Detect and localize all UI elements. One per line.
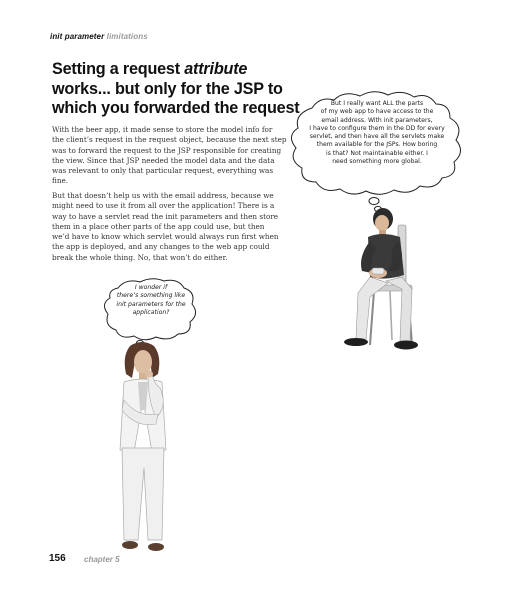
body-paragraph-2 <box>52 191 297 263</box>
heading-line3: which you forwarded the request <box>52 99 300 117</box>
para2-line: break the whole thing. No, that won’t do either. <box>52 252 228 262</box>
man-thought-line: need something more global. <box>332 158 422 166</box>
man-thought-line: email address. With init parameters, <box>321 116 433 124</box>
woman-thought-text <box>106 284 196 317</box>
man-thought-text <box>292 100 462 166</box>
woman-thought-line: there’s something like <box>116 292 186 300</box>
man-thought-line: them available for the JSPs. How boring <box>316 141 438 149</box>
para2-line: way to have a servlet read the init parameters and then store <box>52 211 279 221</box>
para2-line: them in a place other parts of the app could use, but then <box>52 221 265 231</box>
running-header-section: init parameter <box>50 32 105 41</box>
running-header <box>50 32 148 41</box>
woman-standing-illustration-icon <box>108 340 178 558</box>
body-paragraph-1 <box>52 125 297 187</box>
running-header-topic: limitations <box>106 32 148 41</box>
heading-line1-start: Setting a request <box>52 60 185 78</box>
man-thought-line: But I really want ALL the parts <box>330 100 424 107</box>
heading-line2: works... but only for the JSP to <box>52 79 283 98</box>
woman-thought-line: I wonder if <box>134 284 168 291</box>
man-thought-line: is that? Not maintainable either. I <box>326 149 428 157</box>
section-heading <box>52 60 300 119</box>
man-thought-line: of my web app to have access to the <box>320 108 434 116</box>
para2-line: might need to use it from all over the application! There is a <box>52 201 275 211</box>
woman-thought-line: application? <box>132 308 170 316</box>
para1-line: the view. Since that JSP needed the model data and the data <box>52 155 275 165</box>
man-thought-line: I have to configure them in the DD for every <box>309 124 445 132</box>
para1-line: was relevant to only that particular request, everything was <box>52 166 274 176</box>
man-sitting-illustration-icon <box>340 205 440 360</box>
heading-line1-italic: attribute <box>184 60 248 78</box>
chapter-label: chapter 5 <box>84 555 120 564</box>
page-number: 156 <box>49 553 66 564</box>
para1-line: the client’s request in the request object, because the next step <box>52 135 287 145</box>
para2-line: the app is deployed, and any changes to the web app could <box>52 242 270 252</box>
man-thought-line: servlet, and then have all the servlets make <box>309 133 445 141</box>
para1-line: With the beer app, it made sense to store the model info for <box>52 125 273 134</box>
para1-line: fine. <box>52 176 69 186</box>
para2-line: But that doesn’t help us with the email address, because we <box>52 191 274 200</box>
woman-thought-line: init parameters for the <box>116 300 186 308</box>
para1-line: was to forward the request to the JSP responsible for creating <box>52 145 282 155</box>
para2-line: we’d have to know which servlet would always run first when <box>52 232 279 242</box>
